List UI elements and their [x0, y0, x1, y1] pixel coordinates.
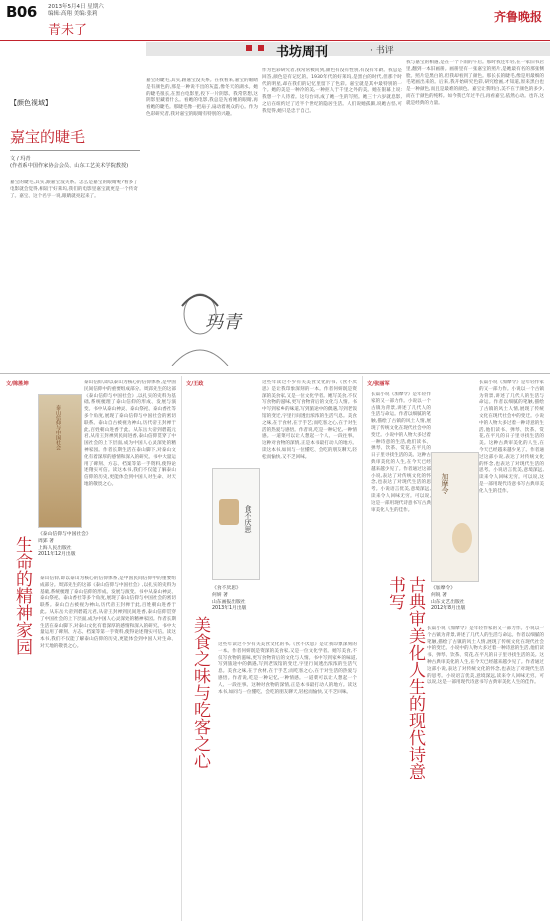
editor-text: 编辑:高翔 美编:张莉: [48, 11, 98, 17]
book-publisher: 山东画报出版社: [212, 599, 246, 605]
review-text-left: 长篇小说《加摩令》是年轻作家的又一部力作。小说以一个古镇为背景,讲述了几代人的生活与命运。作者以细腻的笔触,描绘了古镇的风土人情,展现了传统文化在现代社会中的变迁。小说中的人物大多过着一种诗意的生活,他们读书、弹琴、饮茶、赏花,在平凡的日子里寻找生活的美。这种古典审美化的人生,在今天已经越来越少见了。作者通过这部小说,表达了对传统文化的怀念,也表达了对现代生活的思考。小说语言优美,意境深远,读来令人回味无穷。可以说,这是一部用现代诗意书写古典审美化人生的佳作。: [371, 392, 431, 513]
review-title: 生命的精神家园: [12, 536, 32, 655]
column-separator: [181, 376, 182, 921]
book-info: [431, 586, 491, 613]
header-rule: [0, 40, 550, 41]
review-section-2: [184, 376, 359, 921]
book-cover: [38, 394, 82, 528]
review-title: 美食之味与吃客之心: [190, 616, 210, 769]
review-text-top: 这些年读过不少有关美食文化的书,《食不厌思》是让我印象深刻的一本。作者何妍既是资深的美食家,又是一位文化学者。她写美食,不仅写食物的滋味,更写食物背后的文化与人情。书中写到家乡的味道,写到旅途中的偶遇,写到老饭馆的变迁,字里行间透出浓浓的生活气息。美食之味,在于食材,在于手艺;而吃客之心,在于对生活的热爱与感悟。作者说,吃是一种记忆,一种情感。一道菜可以让人想起一个人、一段往事。这种对食物的深情,正是本书最打动人的地方。读这本书,如同与一位懂吃、会吃的朋友聊天,轻松而愉快,又不乏回味。: [262, 380, 357, 460]
book-date: 2012年8月出版: [431, 606, 466, 612]
review-byline: 文/陈胜坤: [6, 381, 29, 387]
article-headline: 嘉宝的睫毛: [10, 128, 86, 146]
book-title: 《加摩令》: [431, 586, 455, 591]
article-text-col2: 嘉宝的睫毛,其实,跟嘉宝没关系。在我看来,嘉宝的眼睛是有颜色的,那是一种说不出的灰蓝,像冬天的湖水。她的睫毛很长,在黑白电影里,投下一片阴影。我常常想,这阴影里藏着什么。看她的电影,我总是先看她的眼睛,再看她的睫毛。那睫毛像一把扇子,扇动着观众的心。作为色彩研究者,我对嘉宝的眼睛有特别的兴趣。: [146, 78, 258, 117]
book-cover: [431, 452, 479, 582]
review-text-bottom: 这些年读过不少有关美食文化的书,《食不厌思》是让我印象深刻的一本。作者何妍既是资深的美食家,又是一位文化学者。她写美食,不仅写食物的滋味,更写食物背后的文化与人情。书中写到家乡的味道,写到旅途中的偶遇,写到老饭馆的变迁,字里行间透出浓浓的生活气息。美食之味,在于食材,在于手艺;而吃客之心,在于对生活的热爱与感悟。作者说,吃是一种记忆,一种情感。一道菜可以让人想起一个人、一段往事。这种对食物的深情,正是本书最打动人的地方。读这本书,如同与一位懂吃、会吃的朋友聊天,轻松而愉快,又不乏回味。: [218, 642, 357, 695]
article-text-col1: 嘉宝的睫毛,其实,跟嘉宝没关系。怎么是嘉宝的眼睛呢?看多了电影就会觉得,相较于好莱坞,我们的电影里嘉宝就更是一个传奇了。嘉宝、这个名字一说,眼睛就亮起来了。: [10, 180, 138, 199]
square-icon: [246, 45, 252, 51]
book-info: [212, 586, 272, 613]
review-section-3: [365, 376, 546, 921]
byline-note: (作者系中国作家协会会员、山东工艺美术学院教授): [10, 163, 129, 169]
book-author: 何妍 著: [212, 592, 228, 598]
cover-title: 泰山信仰与中国社会: [55, 405, 61, 450]
section-name: 青未了: [48, 23, 88, 38]
book-author: 何锐 著: [431, 592, 447, 598]
book-publisher: 上海人民出版社: [38, 545, 72, 551]
review-text-bottom: 长篇小说《加摩令》是年轻作家的又一部力作。小说以一个古镇为背景,讲述了几代人的生活与命运。作者以细腻的笔触,描绘了古镇的风土人情,展现了传统文化在现代社会中的变迁。小说中的人物大多过着一种诗意的生活,他们读书、弹琴、饮茶、赏花,在平凡的日子里寻找生活的美。这种古典审美化的人生,在今天已经越来越少见了。作者通过这部小说,表达了对传统文化的怀念,也表达了对现代生活的思考。小说语言优美,意境深远,读来令人回味无穷。可以说,这是一部用现代诗意书写古典审美化人生的佳作。: [427, 626, 544, 686]
page-number: B06: [6, 3, 37, 21]
book-date: 2013年1月出版: [212, 606, 247, 612]
column-title: 书坊周刊: [276, 45, 329, 60]
cover-illustration: [452, 523, 472, 553]
article-text-col4: 我与嘉宝的相遇,是在一个下雨的午后。那时我还年轻,在一家旧书店里,翻到一本旧画册。画册里有一张嘉宝的照片,是她最有名的那张侧脸。照片是黑白的,但我却看到了颜色。那长长的睫毛,像是用最细的毛笔画出来的。后来,我开始研究色彩,研究绘画,才知道,原来黑白也是一种颜色,而且是最难的颜色。嘉宝让我明白,美不在于颜色的多少,而在于颜色的纯粹。如今我已年过半百,再看嘉宝,依然心动。也许,这就是经典的力量。: [406, 60, 544, 106]
article-byline: [10, 156, 138, 170]
cover-title: 加摩令: [441, 473, 449, 494]
byline-author: 文 / 玛青: [10, 156, 31, 162]
column-separator: [362, 376, 363, 921]
book-info: [38, 532, 98, 559]
book-author: 周郢 著: [38, 538, 54, 544]
article-text-col3: 作为色彩研究者,我常常被问到,颜色有没有性别,有没有年龄。我总是回答,颜色是有记忆的。1930年代的好莱坞,是黑白的时代,但那个时代的明星,却在我们的记忆里留下了色彩。嘉宝就是其中最特别的一个。她的美是一种冷的美,一种拒人于千里之外的美。她在银幕上说:我想一个人待着。这句台词,成了她一生的写照。她三十六岁就息影,之后在纽约过了近半个世纪的隐居生活。人们说她孤僻,说她古怪,可我觉得,她只是忠于自己。: [262, 68, 402, 114]
author-signature: 玛青: [205, 312, 241, 333]
square-icon: [258, 45, 264, 51]
review-title: 古典审美化人生的现代诗意书写: [385, 576, 425, 780]
book-title: 《泰山信仰与中国社会》: [38, 532, 91, 537]
review-text-right: 长篇小说《加摩令》是年轻作家的又一部力作。小说以一个古镇为背景,讲述了几代人的生活与命运。作者以细腻的笔触,描绘了古镇的风土人情,展现了传统文化在现代社会中的变迁。小说中的人物大多过着一种诗意的生活,他们读书、弹琴、饮茶、赏花,在平凡的日子里寻找生活的美。这种古典审美化的人生,在今天已经越来越少见了。作者通过这部小说,表达了对传统文化的怀念,也表达了对现代生活的思考。小说语言优美,意境深远,读来令人回味无穷。可以说,这是一部用现代诗意书写古典审美化人生的佳作。: [479, 380, 544, 494]
cover-title: 食不厌思: [244, 505, 252, 533]
date-line: [48, 4, 104, 18]
book-title: 《食不厌思》: [212, 586, 241, 591]
bowl-icon: [219, 499, 239, 525]
column-subtitle: · 书评: [370, 46, 394, 56]
column-title-bar: [146, 42, 550, 60]
review-byline: 文/张丽军: [367, 381, 390, 387]
newspaper-logo: 齐鲁晚报: [493, 10, 542, 24]
section-divider: [0, 373, 550, 374]
date-text: 2013年5月4日 星期六: [48, 4, 104, 10]
book-publisher: 山东文艺出版社: [431, 599, 465, 605]
review-byline: 文/王政: [186, 381, 204, 387]
column-label: 【颜色视域】: [10, 99, 52, 107]
book-date: 2011年12月出版: [38, 552, 76, 558]
book-cover: [212, 468, 260, 580]
review-text-top: 泰山信仰,即以泰山为核心的信仰体系,是中国民间信仰中的重要组成部分。周郢先生的这部《泰山信仰与中国社会》,以扎实的史料为基础,系统梳理了泰山信仰的形成、发展与演变。书中从泰山神灵、泰山祭祀、泰山香社等多个角度,展现了泰山信仰与中国社会的密切联系。泰山自古被视为神山,历代帝王封禅于此,百姓朝山进香于此。从东岳大帝到碧霞元君,从帝王封禅到民间进香,泰山信仰贯穿了中国社会的上下层面,成为中国人心灵深处的精神家园。作者长期生活在泰山脚下,对泰山文化有着深厚的感情和深入的研究。书中大量运用了碑刻、方志、档案等第一手资料,使得论述翔实可信。读这本书,我们不仅能了解泰山信仰的历史,更能体会到中国人对生命、对天地的敬畏之心。: [84, 380, 176, 487]
headline-rule: [10, 150, 140, 151]
review-text-bottom: 泰山信仰,即以泰山为核心的信仰体系,是中国民间信仰中的重要组成部分。周郢先生的这部《泰山信仰与中国社会》,以扎实的史料为基础,系统梳理了泰山信仰的形成、发展与演变。书中从泰山神灵、泰山祭祀、泰山香社等多个角度,展现了泰山信仰与中国社会的密切联系。泰山自古被视为神山,历代帝王封禅于此,百姓朝山进香于此。从东岳大帝到碧霞元君,从帝王封禅到民间进香,泰山信仰贯穿了中国社会的上下层面,成为中国人心灵深处的精神家园。作者长期生活在泰山脚下,对泰山文化有着深厚的感情和深入的研究。书中大量运用了碑刻、方志、档案等第一手资料,使得论述翔实可信。读这本书,我们不仅能了解泰山信仰的历史,更能体会到中国人对生命、对天地的敬畏之心。: [40, 576, 176, 649]
review-section-1: [4, 376, 178, 921]
